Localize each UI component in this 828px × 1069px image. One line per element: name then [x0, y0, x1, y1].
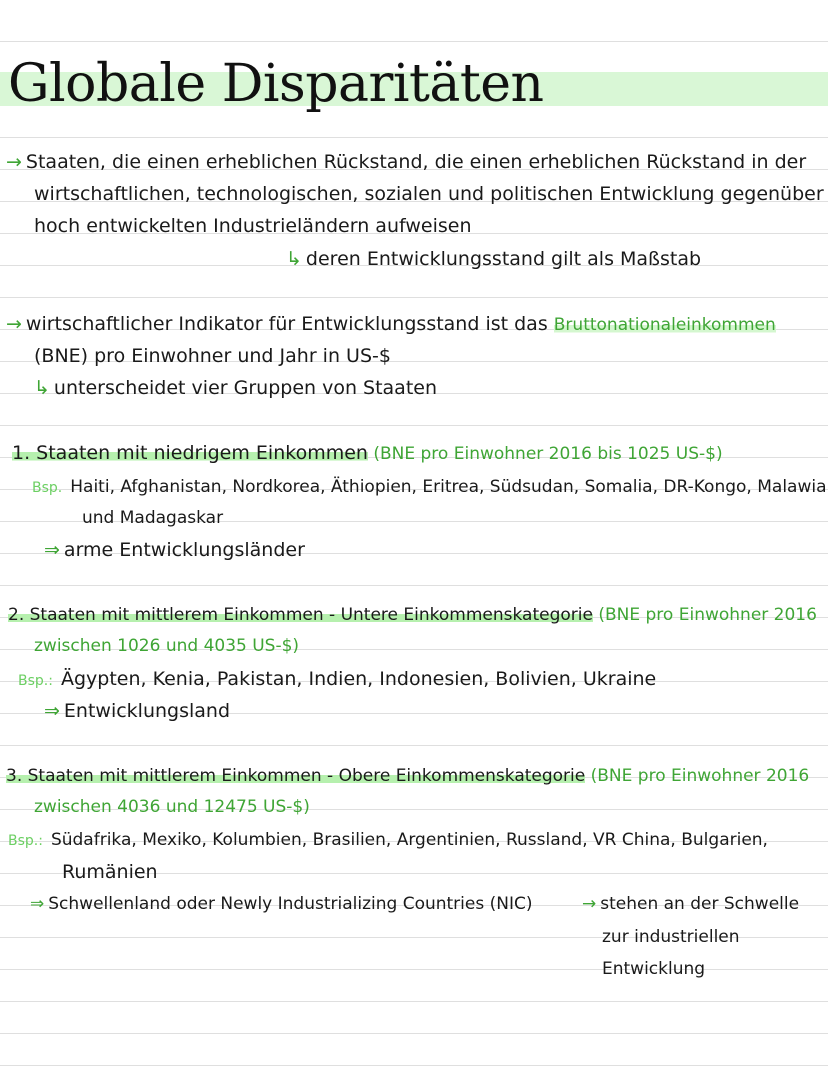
bne-term: Bruttonationaleinkommen	[553, 315, 776, 335]
right-arrow-icon: →	[6, 313, 22, 335]
group-1-examples: Bsp. Haiti, Afghanistan, Nordkorea, Äthiopien, Eritrea, Südsudan, Somalia, DR-Kongo, Malawia	[32, 477, 827, 497]
double-arrow-icon: ⇒	[44, 539, 60, 561]
right-arrow-icon: →	[582, 894, 597, 914]
group-2-result: ⇒ Entwicklungsland	[44, 700, 231, 722]
indicator-sub: ↳ unterscheidet vier Gruppen von Staaten	[34, 377, 438, 399]
group-1-result: ⇒ arme Entwicklungsländer	[44, 539, 305, 561]
hook-arrow-icon: ↳	[286, 248, 302, 270]
bsp-label: Bsp.:	[8, 833, 43, 849]
group-2-heading: 2. Staaten mit mittlerem Einkommen - Untere Einkommenskategorie (BNE pro Einwohner 2016	[8, 605, 817, 625]
group-1-examples-2: und Madagaskar	[82, 508, 224, 528]
group-3-range: zwischen 4036 und 12475 US-$)	[34, 797, 310, 817]
group-1-heading: 1. Staaten mit niedrigem Einkommen (BNE pro Einwohner 2016 bis 1025 US-$)	[12, 442, 723, 464]
page-title: Globale Disparitäten	[8, 54, 544, 114]
right-arrow-icon: →	[6, 151, 22, 173]
group-3-note-1: → stehen an der Schwelle	[582, 894, 800, 914]
group-3-heading: 3. Staaten mit mittlerem Einkommen - Obere Einkommenskategorie (BNE pro Einwohner 2016	[6, 766, 810, 786]
double-arrow-icon: ⇒	[44, 700, 60, 722]
group-2-range: zwischen 1026 und 4035 US-$)	[34, 636, 300, 656]
definition-line-2: wirtschaftlichen, technologischen, sozialen und politischen Entwicklung gegenüber	[34, 183, 824, 205]
group-3-examples-2: Rumänien	[62, 861, 158, 883]
group-3-examples: Bsp.: Südafrika, Mexiko, Kolumbien, Brasilien, Argentinien, Russland, VR China, Bulgarien,	[8, 830, 768, 850]
definition-line-3: hoch entwickelten Industrieländern aufweisen	[34, 215, 472, 237]
bsp-label: Bsp.:	[18, 673, 53, 689]
group-3-note-3: Entwicklung	[602, 959, 706, 979]
group-2-examples: Bsp.: Ägypten, Kenia, Pakistan, Indien, Indonesien, Bolivien, Ukraine	[18, 668, 657, 690]
group-3-note-2: zur industriellen	[602, 927, 740, 947]
definition-line-1: → Staaten, die einen erheblichen Rückstand, die einen erheblichen Rückstand in der	[6, 151, 807, 173]
indicator-line-2: (BNE) pro Einwohner und Jahr in US-$	[34, 345, 391, 367]
bsp-label: Bsp.	[32, 480, 63, 496]
hook-arrow-icon: ↳	[34, 377, 50, 399]
group-3-result: ⇒ Schwellenland oder Newly Industrializing Countries (NIC)	[30, 894, 533, 914]
definition-sub: ↳ deren Entwicklungsstand gilt als Maßstab	[286, 248, 702, 270]
double-arrow-icon: ⇒	[30, 894, 45, 914]
indicator-line-1: → wirtschaftlicher Indikator für Entwicklungsstand ist das Bruttonationaleinkommen	[6, 313, 776, 335]
